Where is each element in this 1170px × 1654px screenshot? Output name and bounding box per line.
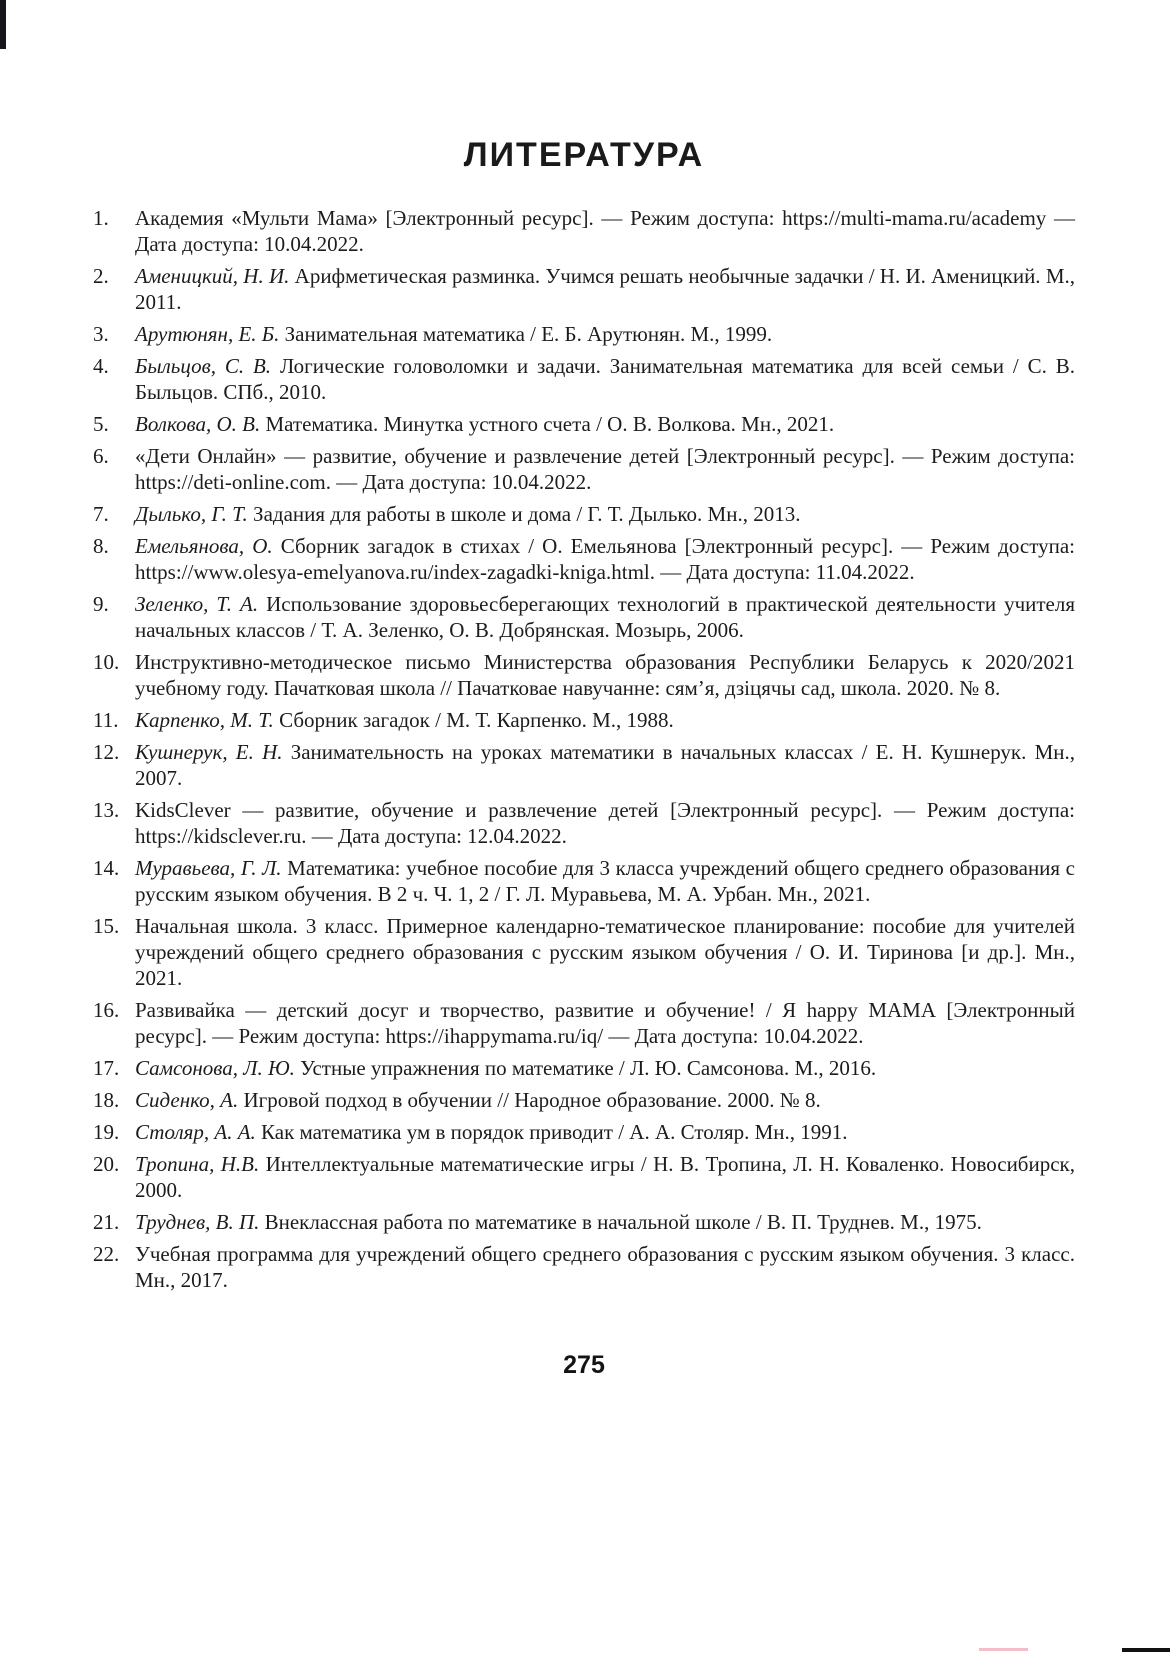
reference-number: 4. <box>93 354 109 378</box>
reference-author: Столяр, А. А. <box>135 1120 256 1144</box>
reference-number: 11. <box>93 708 119 732</box>
reference-text: Интеллектуальные математические игры / Н. В. Тропина, Л. Н. Коваленко. Новосибирск, 2000. <box>135 1152 1076 1202</box>
reference-text: Занимательность на уроках математики в начальных классах / Е. Н. Кушнерук. Мн., 2007. <box>135 740 1075 790</box>
reference-item <box>93 1055 1075 1081</box>
reference-number: 13. <box>93 798 120 822</box>
reference-text: «Дети Онлайн» — развитие, обучение и развлечение детей [Электронный ресурс]. — Режим доступа: https://deti-online.com. — Дата доступа: 10.04.2022. <box>135 444 1075 494</box>
reference-number: 2. <box>93 264 109 288</box>
reference-item <box>93 321 1075 347</box>
reference-item <box>93 263 1075 315</box>
reference-number: 20. <box>93 1152 120 1176</box>
reference-item <box>93 913 1075 991</box>
reference-number: 17. <box>93 1056 120 1080</box>
reference-item <box>93 1151 1075 1203</box>
scan-artifact-bottom-right <box>1122 1648 1170 1652</box>
reference-author: Аменицкий, Н. И. <box>135 264 290 288</box>
reference-text: Математика: учебное пособие для 3 класса учреждений общего среднего образования с русским языком обучения. В 2 ч. Ч. 1, 2 / Г. Л. Муравьева, М. А. Урбан. Мн., 2021. <box>135 856 1076 906</box>
reference-item <box>93 1209 1075 1235</box>
scan-artifact-bottom-pink <box>979 1648 1028 1651</box>
reference-number: 8. <box>93 534 109 558</box>
reference-item <box>93 997 1075 1049</box>
reference-author: Кушнерук, Е. Н. <box>135 740 283 764</box>
reference-number: 22. <box>93 1242 120 1266</box>
reference-author: Волкова, О. В. <box>135 412 261 436</box>
reference-author: Самсонова, Л. Ю. <box>135 1056 295 1080</box>
reference-text: Внеклассная работа по математике в начальной школе / В. П. Труднев. М., 1975. <box>264 1210 982 1234</box>
reference-number: 21. <box>93 1210 120 1234</box>
reference-list <box>93 205 1075 1293</box>
reference-text: Инструктивно-методическое письмо Министерства образования Республики Беларусь к 2020/2021 учебному году. Пачатковая школа // Пачатковае навучанне: сям’я, дзіцячы сад, школа. 2020. № 8. <box>135 650 1075 700</box>
reference-item <box>93 533 1075 585</box>
reference-author: Труднев, В. П. <box>135 1210 260 1234</box>
reference-author: Муравьева, Г. Л. <box>135 856 282 880</box>
reference-item <box>93 707 1075 733</box>
reference-item <box>93 411 1075 437</box>
reference-item <box>93 1241 1075 1293</box>
reference-author: Карпенко, М. Т. <box>135 708 274 732</box>
reference-item <box>93 205 1075 257</box>
reference-author: Тропина, Н.В. <box>135 1152 260 1176</box>
reference-text: Сборник загадок в стихах / О. Емельянова [Электронный ресурс]. — Режим доступа: https://www.olesya-emelyanova.ru/index-zagadki-kniga.html. — Дата доступа: 11.04.2022. <box>135 534 1075 584</box>
reference-text: Логические головоломки и задачи. Занимательная математика для всей семьи / С. В. Быльцов. СПб., 2010. <box>135 354 1076 404</box>
reference-text: Сборник загадок / М. Т. Карпенко. М., 1988. <box>279 708 674 732</box>
reference-text: Арифметическая разминка. Учимся решать необычные задачки / Н. И. Аменицкий. М., 2011. <box>135 264 1075 314</box>
reference-text: KidsClever — развитие, обучение и развлечение детей [Электронный ресурс]. — Режим доступа: https://kidsclever.ru. — Дата доступа: 12.04.2022. <box>135 798 1075 848</box>
reference-item <box>93 739 1075 791</box>
reference-item <box>93 855 1075 907</box>
scan-artifact-top-left <box>0 0 6 49</box>
reference-text: Игровой подход в обучении // Народное образование. 2000. № 8. <box>243 1088 821 1112</box>
reference-item <box>93 501 1075 527</box>
reference-item <box>93 591 1075 643</box>
reference-text: Начальная школа. 3 класс. Примерное календарно-тематическое планирование: пособие для учителей учреждений общего среднего образования с русским языком обучения / О. И. Тиринова [и др.]. Мн., 2021. <box>135 914 1075 990</box>
reference-text: Математика. Минутка устного счета / О. В. Волкова. Мн., 2021. <box>265 412 835 436</box>
reference-author: Быльцов, С. В. <box>135 354 272 378</box>
reference-text: Использование здоровьесберегающих технологий в практической деятельности учителя начальных классов / Т. А. Зеленко, О. В. Добрянская. Мозырь, 2006. <box>135 592 1076 642</box>
reference-item <box>93 1119 1075 1145</box>
reference-number: 14. <box>93 856 120 880</box>
reference-number: 16. <box>93 998 120 1022</box>
reference-number: 9. <box>93 592 109 616</box>
reference-author: Емельянова, О. <box>135 534 273 558</box>
reference-number: 15. <box>93 914 120 938</box>
reference-number: 7. <box>93 502 109 526</box>
reference-number: 19. <box>93 1120 120 1144</box>
reference-number: 6. <box>93 444 109 468</box>
reference-item <box>93 649 1075 701</box>
reference-author: Арутюнян, Е. Б. <box>135 322 280 346</box>
reference-number: 18. <box>93 1088 120 1112</box>
reference-text: Занимательная математика / Е. Б. Арутюнян. М., 1999. <box>284 322 773 346</box>
page-title: ЛИТЕРАТУРА <box>463 136 705 174</box>
reference-text: Учебная программа для учреждений общего среднего образования с русским языком обучения. 3 класс. Мн., 2017. <box>135 1242 1075 1292</box>
reference-text: Задания для работы в школе и дома / Г. Т. Дылько. Мн., 2013. <box>253 502 801 526</box>
reference-author: Сиденко, А. <box>135 1088 239 1112</box>
reference-number: 10. <box>93 650 120 674</box>
reference-author: Зеленко, Т. А. <box>135 592 259 616</box>
reference-number: 12. <box>93 740 120 764</box>
reference-item <box>93 443 1075 495</box>
reference-item <box>93 353 1075 405</box>
reference-author: Дылько, Г. Т. <box>135 502 248 526</box>
page-number: 275 <box>563 1351 605 1379</box>
reference-text: Академия «Мульти Мама» [Электронный ресурс]. — Режим доступа: https://multi-mama.ru/academy — Дата доступа: 10.04.2022. <box>135 206 1075 256</box>
reference-number: 1. <box>93 206 109 230</box>
reference-item <box>93 797 1075 849</box>
reference-text: Развивайка — детский досуг и творчество, развитие и обучение! / Я happy МАМА [Электронный ресурс]. — Режим доступа: https://ihappymama.ru/iq/ — Дата доступа: 10.04.2022. <box>135 998 1075 1048</box>
reference-text: Устные упражнения по математике / Л. Ю. Самсонова. М., 2016. <box>300 1056 877 1080</box>
reference-text: Как математика ум в порядок приводит / А. А. Столяр. Мн., 1991. <box>261 1120 848 1144</box>
reference-number: 3. <box>93 322 109 346</box>
reference-item <box>93 1087 1075 1113</box>
reference-number: 5. <box>93 412 109 436</box>
